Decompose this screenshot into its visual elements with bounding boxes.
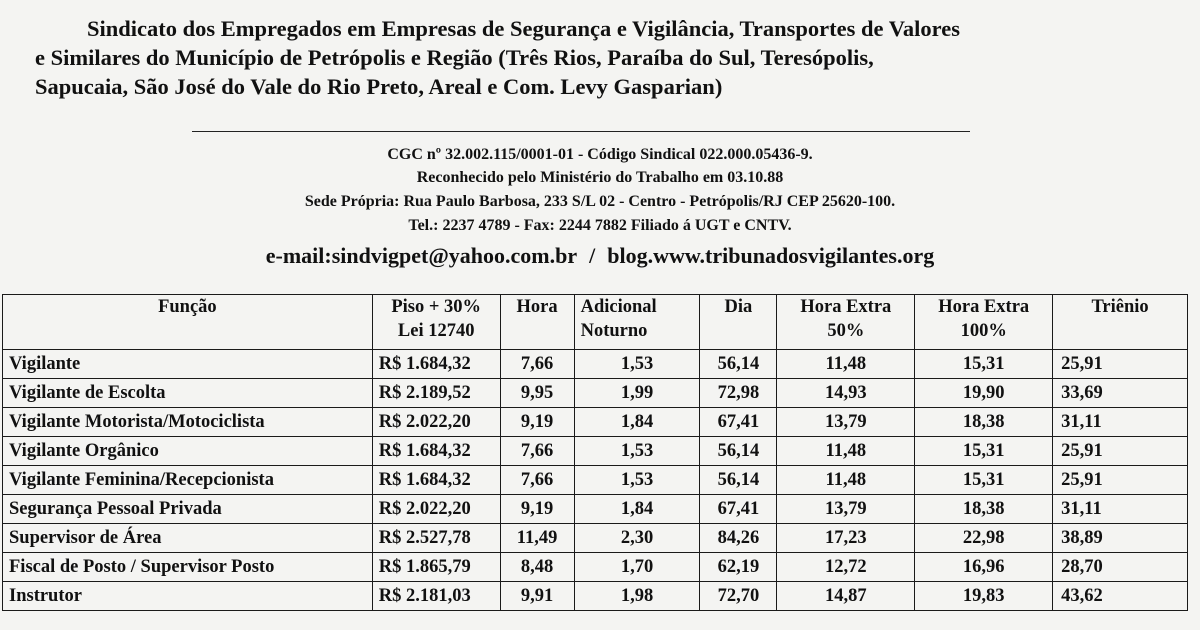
table-row: [3, 408, 1188, 437]
cell-hora-extra-50: 13,79: [777, 408, 915, 437]
column-header-adicional-noturno: Adicional Noturno: [574, 295, 700, 350]
cell-trienio: 28,70: [1053, 553, 1188, 582]
cell-hora-extra-50: 14,93: [777, 379, 915, 408]
union-name-line: Sindicato dos Empregados em Empresas de Segurança e Vigilância, Transportes de Valores: [87, 16, 960, 41]
cell-hora-extra-50: 11,48: [777, 437, 915, 466]
cell-funcao: Vigilante Feminina/Recepcionista: [3, 466, 373, 495]
cell-dia: 72,98: [700, 379, 777, 408]
cell-trienio: 31,11: [1053, 408, 1188, 437]
cell-adicional-noturno: 1,53: [574, 350, 700, 379]
column-header-hora-extra-100: Hora Extra 100%: [915, 295, 1053, 350]
address-line: Sede Própria: Rua Paulo Barbosa, 233 S/L 02 - Centro - Petrópolis/RJ CEP 25620-100.: [304, 193, 896, 210]
cell-piso: R$ 1.865,79: [372, 553, 500, 582]
cell-hora-extra-100: 16,96: [915, 553, 1053, 582]
table-row: [3, 437, 1188, 466]
column-header-funcao: Função: [3, 295, 373, 350]
cell-trienio: 25,91: [1053, 437, 1188, 466]
cell-hora-extra-50: 11,48: [777, 466, 915, 495]
cell-trienio: 33,69: [1053, 379, 1188, 408]
cell-adicional-noturno: 1,70: [574, 553, 700, 582]
cell-trienio: 43,62: [1053, 582, 1188, 611]
cell-hora-extra-100: 15,31: [915, 350, 1053, 379]
email-link[interactable]: e-mail:sindvigpet@yahoo.com.br: [265, 243, 578, 268]
recognition-line: Reconhecido pelo Ministério do Trabalho em 03.10.88: [416, 169, 784, 186]
cell-dia: 67,41: [700, 408, 777, 437]
cell-hora: 9,19: [500, 408, 574, 437]
cell-adicional-noturno: 1,84: [574, 495, 700, 524]
cell-hora: 9,19: [500, 495, 574, 524]
table-row: [3, 495, 1188, 524]
cell-trienio: 38,89: [1053, 524, 1188, 553]
cell-hora-extra-50: 14,87: [777, 582, 915, 611]
cell-hora: 11,49: [500, 524, 574, 553]
cell-funcao: Vigilante Motorista/Motociclista: [3, 408, 373, 437]
cell-funcao: Fiscal de Posto / Supervisor Posto: [3, 553, 373, 582]
cell-funcao: Vigilante: [3, 350, 373, 379]
table-row: [3, 350, 1188, 379]
cell-hora: 9,91: [500, 582, 574, 611]
cell-hora-extra-100: 22,98: [915, 524, 1053, 553]
table-row: [3, 379, 1188, 408]
union-name: [35, 14, 1165, 101]
column-header-piso: Piso + 30% Lei 12740: [372, 295, 500, 350]
column-header-hora-extra-50: Hora Extra 50%: [777, 295, 915, 350]
cell-funcao: Segurança Pessoal Privada: [3, 495, 373, 524]
column-header-hora: Hora: [500, 295, 574, 350]
column-header-trienio: Triênio: [1053, 295, 1188, 350]
cell-hora-extra-100: 15,31: [915, 466, 1053, 495]
table-row: [3, 582, 1188, 611]
cell-piso: R$ 2.022,20: [372, 408, 500, 437]
cell-dia: 84,26: [700, 524, 777, 553]
cell-hora: 7,66: [500, 466, 574, 495]
cell-hora-extra-50: 12,72: [777, 553, 915, 582]
cell-piso: R$ 2.189,52: [372, 379, 500, 408]
salary-table: [2, 294, 1188, 611]
cell-adicional-noturno: 1,99: [574, 379, 700, 408]
cell-hora-extra-50: 11,48: [777, 350, 915, 379]
cell-hora: 7,66: [500, 350, 574, 379]
table-row: [3, 524, 1188, 553]
cell-trienio: 25,91: [1053, 466, 1188, 495]
cell-trienio: 31,11: [1053, 495, 1188, 524]
cell-dia: 56,14: [700, 466, 777, 495]
cell-hora-extra-100: 18,38: [915, 495, 1053, 524]
cell-dia: 67,41: [700, 495, 777, 524]
table-row: [3, 553, 1188, 582]
cell-dia: 72,70: [700, 582, 777, 611]
cell-funcao: Instrutor: [3, 582, 373, 611]
cell-adicional-noturno: 1,84: [574, 408, 700, 437]
cell-adicional-noturno: 1,53: [574, 466, 700, 495]
table-body: [3, 350, 1188, 611]
cell-piso: R$ 1.684,32: [372, 350, 500, 379]
cell-adicional-noturno: 2,30: [574, 524, 700, 553]
table-row: [3, 466, 1188, 495]
cell-hora: 8,48: [500, 553, 574, 582]
union-name-line: e Similares do Município de Petrópolis e Região (Três Rios, Paraíba do Sul, Teresópolis,: [35, 45, 874, 70]
registration-line: CGC nº 32.002.115/0001-01 - Código Sindical 022.000.05436-9.: [387, 146, 813, 163]
cell-hora-extra-100: 19,83: [915, 582, 1053, 611]
cell-adicional-noturno: 1,53: [574, 437, 700, 466]
header-divider: [192, 131, 970, 132]
cell-funcao: Supervisor de Área: [3, 524, 373, 553]
cell-piso: R$ 2.022,20: [372, 495, 500, 524]
cell-hora-extra-100: 15,31: [915, 437, 1053, 466]
phone-line: Tel.: 2237 4789 - Fax: 2244 7882 Filiado á UGT e CNTV.: [408, 217, 792, 234]
cell-dia: 56,14: [700, 437, 777, 466]
cell-hora-extra-50: 13,79: [777, 495, 915, 524]
cell-piso: R$ 1.684,32: [372, 466, 500, 495]
cell-hora-extra-100: 19,90: [915, 379, 1053, 408]
cell-hora-extra-100: 18,38: [915, 408, 1053, 437]
cell-funcao: Vigilante Orgânico: [3, 437, 373, 466]
blog-link[interactable]: blog.www.tribunadosvigilantes.org: [607, 243, 935, 268]
table-header-row: [3, 295, 1188, 350]
cell-hora-extra-50: 17,23: [777, 524, 915, 553]
cell-dia: 56,14: [700, 350, 777, 379]
contact-separator: /: [589, 243, 596, 268]
cell-piso: R$ 1.684,32: [372, 437, 500, 466]
cell-dia: 62,19: [700, 553, 777, 582]
cell-adicional-noturno: 1,98: [574, 582, 700, 611]
column-header-dia: Dia: [700, 295, 777, 350]
cell-hora: 7,66: [500, 437, 574, 466]
contact-line: [0, 242, 1200, 270]
cell-funcao: Vigilante de Escolta: [3, 379, 373, 408]
cell-piso: R$ 2.181,03: [372, 582, 500, 611]
document-header: [0, 14, 1200, 101]
cell-hora: 9,95: [500, 379, 574, 408]
cell-trienio: 25,91: [1053, 350, 1188, 379]
union-name-line: Sapucaia, São José do Vale do Rio Preto, Areal e Com. Levy Gasparian): [35, 74, 723, 99]
cell-piso: R$ 2.527,78: [372, 524, 500, 553]
